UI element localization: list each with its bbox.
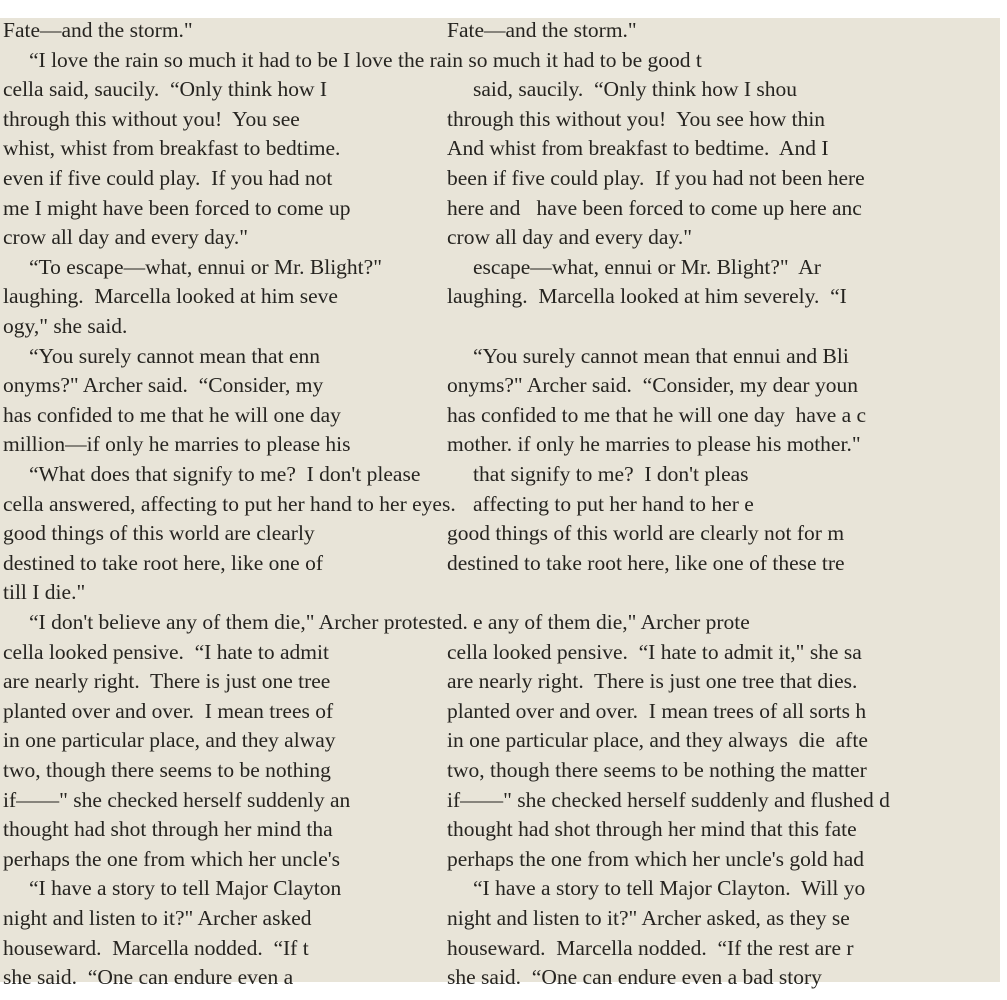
- text-line: laughing. Marcella looked at him seve: [3, 284, 338, 309]
- text-line: cella looked pensive. “I hate to admit: [3, 639, 329, 664]
- text-line: Fate—and the storm.": [447, 18, 637, 42]
- text-line: “You surely cannot mean that ennui and Bli: [473, 343, 849, 368]
- text-line: Fate—and the storm.": [3, 18, 193, 42]
- text-line: “I have a story to tell Major Clayton. Will yo: [473, 876, 866, 901]
- text-line: e any of them die," Archer prote: [473, 610, 750, 634]
- text-line: crow all day and every day.": [3, 225, 248, 250]
- text-line: mother. if only he marries to please his mother.": [447, 432, 861, 457]
- text-line: in one particular place, and they alway: [3, 728, 336, 753]
- text-line: affecting to put her hand to her e: [473, 491, 754, 516]
- text-line: onyms?" Archer said. “Consider, my: [3, 373, 324, 398]
- text-line: perhaps the one from which her uncle's gold had: [447, 846, 865, 871]
- text-line: escape—what, ennui or Mr. Blight?" Ar: [473, 254, 821, 279]
- text-line: me I might have been forced to come up: [3, 195, 351, 220]
- text-line: two, though there seems to be nothing the matter: [447, 758, 867, 782]
- text-line: crow all day and every day.": [447, 225, 692, 250]
- text-line: And whist from breakfast to bedtime. And I: [447, 136, 829, 161]
- text-line: good things of this world are clearly: [3, 521, 315, 546]
- text-line: thought had shot through her mind tha: [3, 817, 333, 842]
- text-line: thought had shot through her mind that this fate: [447, 817, 857, 842]
- text-line: in one particular place, and they always die afte: [447, 728, 868, 753]
- text-line: whist, whist from breakfast to bedtime.: [3, 136, 341, 161]
- text-line: million—if only he marries to please his: [3, 432, 351, 457]
- text-line: that signify to me? I don't pleas: [473, 462, 749, 486]
- text-line: houseward. Marcella nodded. “If the rest are r: [447, 935, 854, 960]
- text-line: cella looked pensive. “I hate to admit it," she sa: [447, 639, 862, 664]
- scanned-page: [0, 18, 1000, 990]
- text-line: if——" she checked herself suddenly an: [3, 787, 351, 812]
- text-line: two, though there seems to be nothing: [3, 758, 331, 782]
- text-line: she said. “One can endure even a: [3, 965, 294, 990]
- text-line: destined to take root here, like one of these tre: [447, 550, 845, 575]
- text-line: till I die.": [3, 580, 86, 605]
- text-line: if——" she checked herself suddenly and flushed d: [447, 787, 890, 812]
- text-line: “To escape—what, ennui or Mr. Blight?": [29, 254, 382, 279]
- text-line: night and listen to it?" Archer asked, as they se: [447, 906, 850, 930]
- text-line: laughing. Marcella looked at him severely. “I: [447, 284, 847, 309]
- text-line: “I have a story to tell Major Clayton: [29, 876, 342, 901]
- text-line: has confided to me that he will one day: [3, 402, 341, 427]
- text-line: planted over and over. I mean trees of all sorts h: [447, 698, 867, 723]
- text-line: she said. “One can endure even a bad story: [447, 965, 822, 990]
- text-line: cella said, saucily. “Only think how I: [3, 77, 328, 102]
- text-line: are nearly right. There is just one tree that dies.: [447, 669, 858, 694]
- text-line: onyms?" Archer said. “Consider, my dear youn: [447, 373, 858, 398]
- text-line: “I love the rain so much it had to be I love the rain so much it had to be good t: [29, 47, 702, 72]
- text-line: ogy," she said.: [3, 314, 128, 338]
- text-line: good things of this world are clearly not for m: [447, 521, 845, 546]
- text-line: night and listen to it?" Archer asked: [3, 906, 312, 930]
- text-line: “What does that signify to me? I don't please: [29, 462, 421, 486]
- text-line: here and have been forced to come up here anc: [447, 195, 862, 220]
- text-line: said, saucily. “Only think how I shou: [473, 77, 798, 102]
- text-line: “I don't believe any of them die," Archer protested.: [29, 610, 468, 634]
- text-line: houseward. Marcella nodded. “If t: [3, 935, 309, 960]
- text-line: perhaps the one from which her uncle's: [3, 846, 341, 871]
- text-line: through this without you! You see how thin: [447, 106, 826, 131]
- right-text-column: [447, 18, 1007, 990]
- text-line: destined to take root here, like one of: [3, 550, 324, 575]
- text-line: are nearly right. There is just one tree: [3, 669, 331, 694]
- text-line: been if five could play. If you had not been here: [447, 166, 865, 190]
- text-line: even if five could play. If you had not: [3, 166, 333, 190]
- text-line: planted over and over. I mean trees of: [3, 698, 334, 723]
- text-line: cella answered, affecting to put her hand to her eyes.: [3, 491, 456, 516]
- text-line: “You surely cannot mean that enn: [29, 343, 320, 368]
- text-line: through this without you! You see: [3, 106, 300, 131]
- text-line: has confided to me that he will one day have a c: [447, 402, 867, 427]
